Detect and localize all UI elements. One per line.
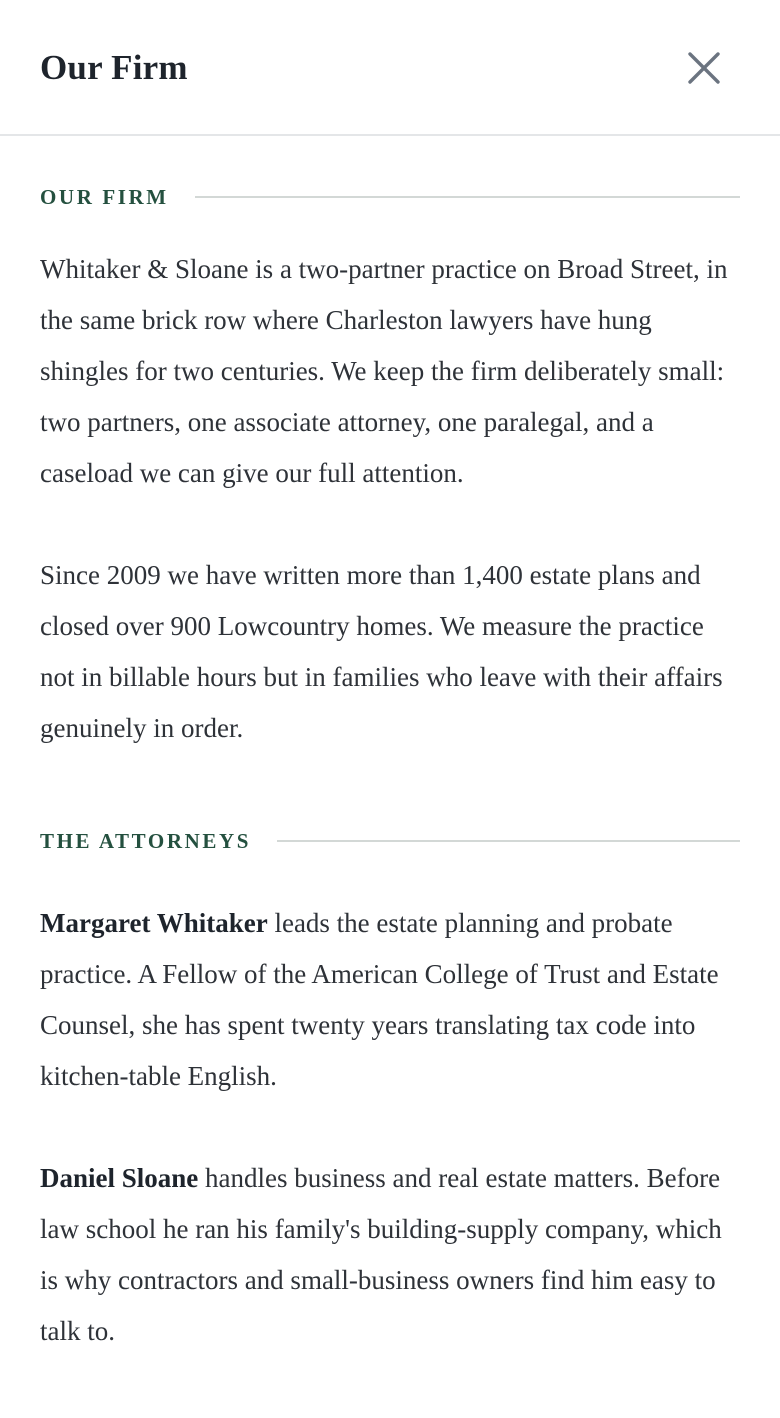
panel-title: Our Firm bbox=[40, 48, 188, 87]
firm-paragraph-2: Since 2009 we have written more than 1,400 estate plans and closed over 900 Lowcountry homes. We measure the practice not in billable hours but in families who leave with their affairs genuinely in order. bbox=[40, 560, 723, 743]
section-heading-our-firm bbox=[40, 182, 740, 212]
attorney-bio-text: leads the estate planning and probate practice. A Fellow of the American College of Trust and Estate Counsel, she has spent twenty years translating tax code into kitchen-table English. bbox=[40, 908, 719, 1091]
attorney-name: Margaret Whitaker bbox=[40, 908, 268, 938]
close-icon bbox=[680, 44, 728, 92]
firm-paragraph-1: Whitaker & Sloane is a two-partner practice on Broad Street, in the same brick row where Charleston lawyers have hung shingles for two centuries. We keep the firm deliberately small: two partners, one associate attorney, one paralegal, and a caseload we can give our full attention. bbox=[40, 254, 728, 488]
section-heading-attorneys bbox=[40, 826, 740, 856]
attorney-name: Daniel Sloane bbox=[40, 1163, 199, 1193]
attorney-bio-text: handles business and real estate matters. Before law school he ran his family's building-supply company, which is why contractors and small-business owners find him easy to talk to. bbox=[40, 1163, 722, 1346]
section-label: THE ATTORNEYS bbox=[40, 828, 251, 853]
panel-content bbox=[0, 182, 780, 1357]
panel-header bbox=[0, 0, 780, 136]
section-divider bbox=[195, 196, 740, 198]
section-label: OUR FIRM bbox=[40, 184, 169, 209]
attorney-bio-whitaker bbox=[40, 898, 740, 1102]
attorney-bio-sloane bbox=[40, 1153, 740, 1357]
close-button[interactable] bbox=[680, 44, 728, 92]
section-divider bbox=[277, 840, 740, 842]
